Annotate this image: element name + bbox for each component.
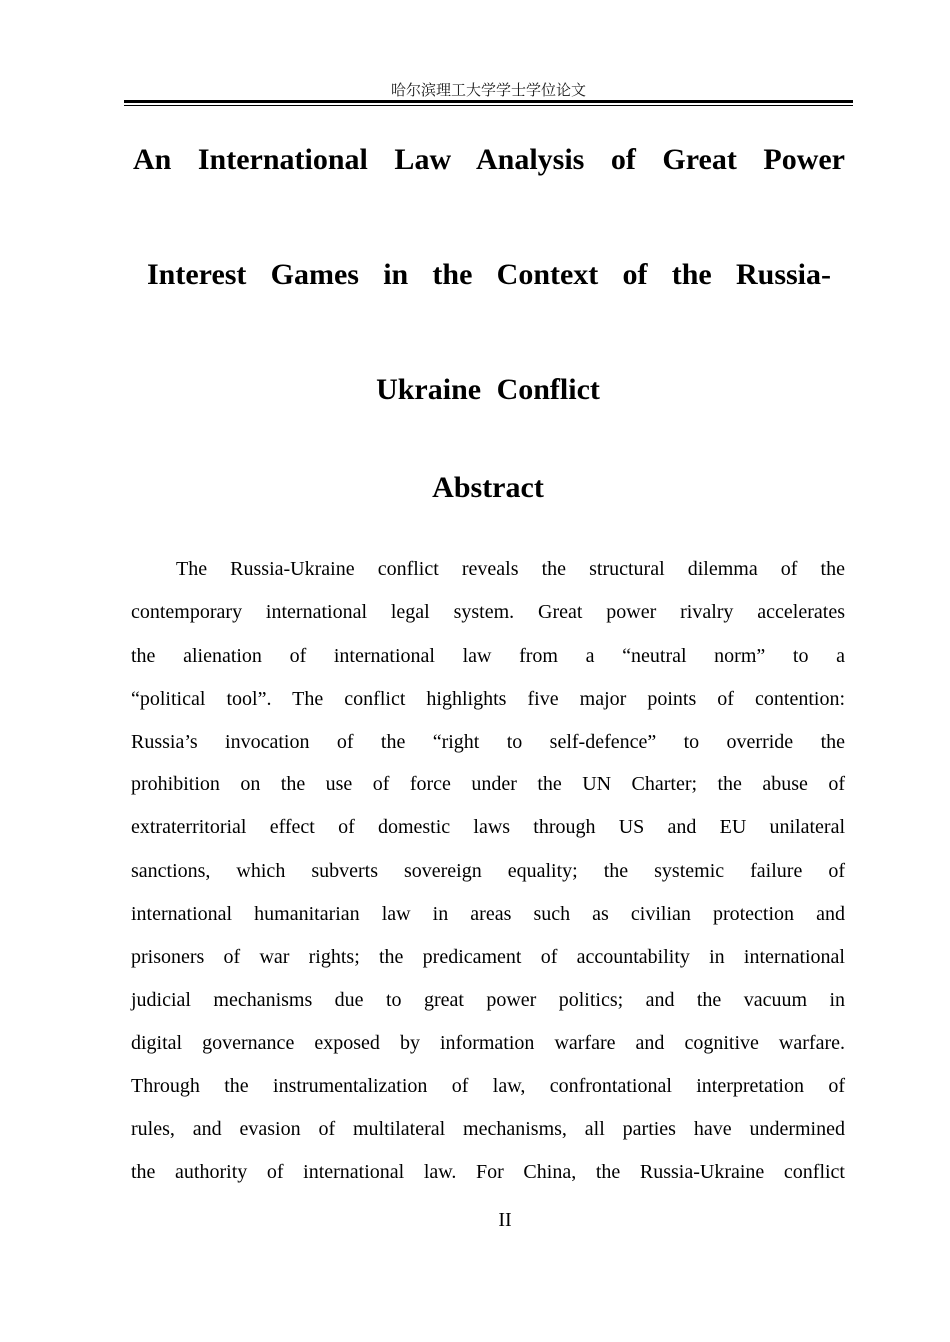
abstract-line-10: prisoners of war rights; the predicament of accountability in international xyxy=(131,946,845,968)
abstract-line-3: the alienation of international law from a “neutral norm” to a xyxy=(131,645,845,667)
abstract-line-4: “political tool”. The conflict highlights five major points of contention: xyxy=(131,688,845,710)
abstract-line-15: the authority of international law. For China, the Russia-Ukraine conflict xyxy=(131,1161,845,1183)
running-header: 哈尔滨理工大学学士学位论文 xyxy=(390,81,586,99)
title-line-2: Interest Games in the Context of the Russia- xyxy=(147,258,831,291)
abstract-line-2: contemporary international legal system. Great power rivalry accelerates xyxy=(131,601,845,623)
abstract-line-7: extraterritorial effect of domestic laws through US and EU unilateral xyxy=(131,816,845,838)
title-line-1: An International Law Analysis of Great Power xyxy=(133,143,845,176)
abstract-line-5: Russia’s invocation of the “right to self-defence” to override the xyxy=(131,731,845,753)
title-line-3: Ukraine Conflict xyxy=(376,373,600,406)
page-number: II xyxy=(498,1209,512,1231)
abstract-line-14: rules, and evasion of multilateral mechanisms, all parties have undermined xyxy=(131,1118,845,1140)
abstract-line-12: digital governance exposed by information warfare and cognitive warfare. xyxy=(131,1032,845,1054)
abstract-line-11: judicial mechanisms due to great power politics; and the vacuum in xyxy=(131,989,845,1011)
abstract-line-1: The Russia-Ukraine conflict reveals the structural dilemma of the xyxy=(176,558,845,580)
abstract-line-13: Through the instrumentalization of law, confrontational interpretation of xyxy=(131,1075,845,1097)
abstract-line-8: sanctions, which subverts sovereign equality; the systemic failure of xyxy=(131,860,845,882)
abstract-line-6: prohibition on the use of force under the UN Charter; the abuse of xyxy=(131,773,845,795)
header-rule xyxy=(124,100,853,103)
header-rule-secondary xyxy=(124,105,853,106)
abstract-heading: Abstract xyxy=(432,471,544,504)
abstract-line-9: international humanitarian law in areas such as civilian protection and xyxy=(131,903,845,925)
